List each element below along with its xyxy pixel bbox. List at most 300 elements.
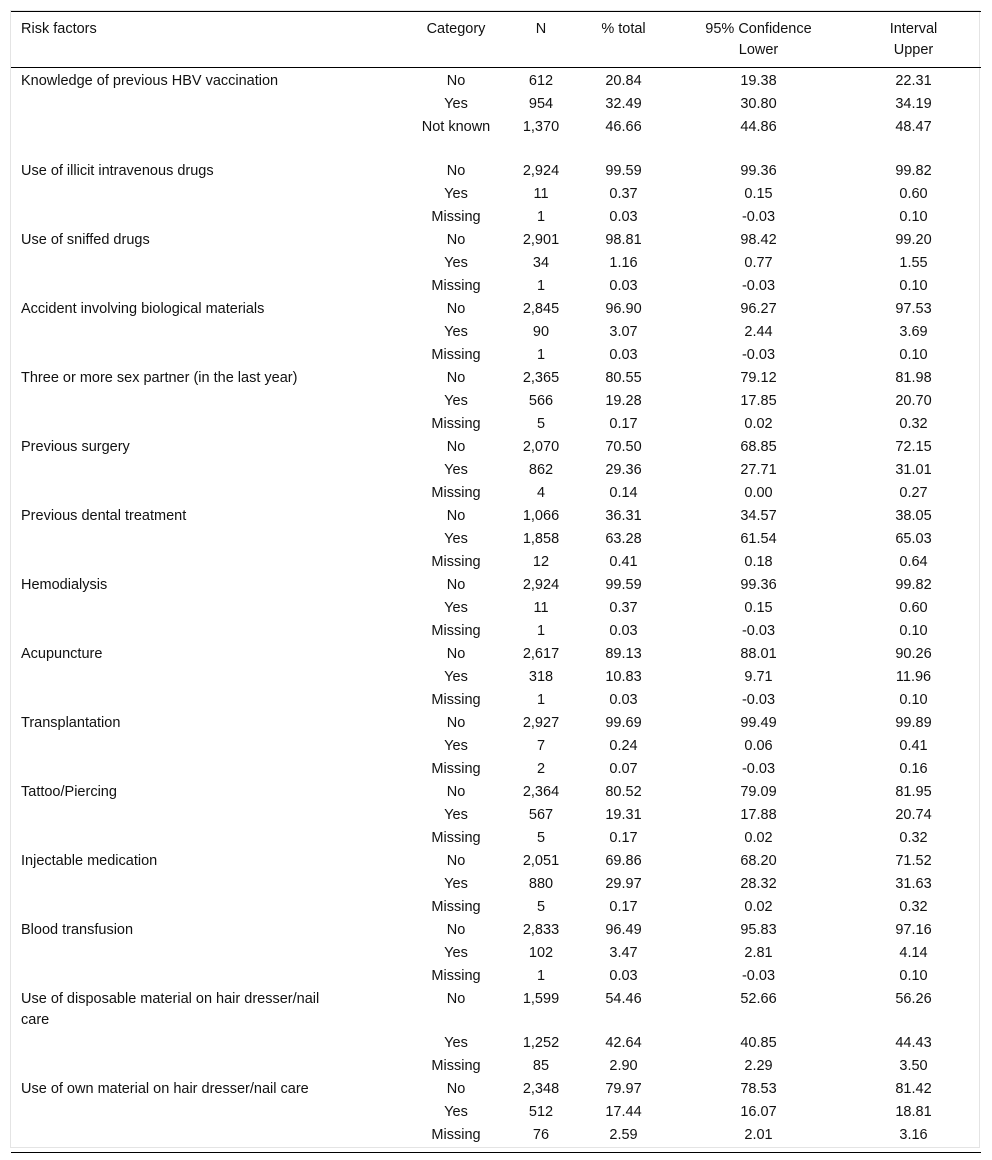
table-row [11,253,981,276]
n-cell: 2,364 [522,784,560,800]
table-row [11,943,981,966]
table-row [11,161,981,184]
risk-factor-cell: Previous surgery [21,439,130,455]
pct-total-cell: 99.59 [605,163,642,179]
risk-factor-cell [11,207,406,230]
risk-factor-cell [11,253,406,276]
pct-total-cell: 99.69 [605,715,642,731]
category-cell: Yes [444,876,468,892]
ci-upper-cell: 0.32 [899,830,928,846]
category-cell: Missing [431,623,481,639]
table-row [11,920,981,943]
category-cell: Missing [431,554,481,570]
category-cell: Missing [431,692,481,708]
n-cell: 954 [528,96,554,112]
n-cell: 2,833 [522,922,560,938]
n-cell: 1 [536,209,546,225]
ci-upper-cell: 0.32 [899,416,928,432]
risk-factor-cell [11,552,406,575]
table-row [11,690,981,713]
ci-upper-cell: 56.26 [895,991,932,1007]
risk-factor-cell [11,736,406,759]
table-row [11,414,981,437]
n-cell: 2,927 [522,715,560,731]
n-cell: 76 [532,1127,550,1143]
ci-upper-cell: 0.16 [899,761,928,777]
category-cell: Missing [431,830,481,846]
ci-upper-cell: 31.63 [895,876,932,892]
risk-factor-cell [11,621,406,644]
header-ci-lower [671,12,846,68]
category-cell: Yes [444,945,468,961]
ci-lower-cell: 99.36 [740,163,777,179]
category-cell: No [446,577,466,593]
risk-factor-cell [11,117,406,161]
pct-total-cell: 1.16 [609,255,638,271]
n-cell: 1,370 [522,119,560,135]
n-cell: 2,845 [522,301,560,317]
ci-upper-cell: 90.26 [895,646,932,662]
table-row [11,368,981,391]
ci-upper-cell: 3.50 [899,1058,928,1074]
ci-lower-cell: 34.57 [740,508,777,524]
ci-upper-cell: 3.16 [899,1127,928,1143]
n-cell: 5 [536,899,546,915]
pct-total-cell: 32.49 [605,96,642,112]
risk-factor-cell: Use of own material on hair dresser/nail care [21,1081,309,1097]
pct-total-cell: 0.03 [609,347,638,363]
pct-total-cell: 70.50 [605,439,642,455]
n-cell: 566 [528,393,554,409]
table-row [11,621,981,644]
n-cell: 2,617 [522,646,560,662]
risk-factor-cell: Injectable medication [21,853,158,869]
category-cell: No [446,853,466,869]
n-cell: 102 [528,945,554,961]
category-cell: No [446,163,466,179]
table-frame [10,10,980,1148]
table-row [11,184,981,207]
pct-total-cell: 80.55 [605,370,642,386]
ci-lower-cell: 30.80 [740,96,777,112]
risk-factor-cell [11,943,406,966]
ci-lower-cell: 68.20 [740,853,777,869]
ci-upper-cell: 44.43 [895,1035,932,1051]
ci-upper-cell: 0.32 [899,899,928,915]
ci-lower-cell: 16.07 [740,1104,777,1120]
ci-upper-cell: 65.03 [895,531,932,547]
ci-upper-cell: 1.55 [899,255,928,271]
n-cell: 11 [533,600,549,616]
ci-upper-cell: 4.14 [899,945,928,961]
table-row [11,552,981,575]
ci-lower-cell: 19.38 [740,73,777,89]
category-cell: Missing [431,968,481,984]
ci-lower-cell: 52.66 [740,991,777,1007]
pct-total-cell: 0.03 [609,968,638,984]
table-header [11,12,981,68]
pct-total-cell: 0.17 [609,416,638,432]
ci-lower-cell: 96.27 [740,301,777,317]
risk-factor-cell [11,1056,406,1079]
n-cell: 1 [536,968,546,984]
table-row [11,1033,981,1056]
ci-lower-cell: 40.85 [740,1035,777,1051]
n-cell: 567 [528,807,554,823]
n-cell: 318 [528,669,554,685]
n-cell: 612 [528,73,554,89]
ci-lower-cell: 2.29 [744,1058,773,1074]
table-row [11,828,981,851]
category-cell: Yes [444,1035,468,1051]
category-cell: Missing [431,761,481,777]
ci-lower-cell: 99.49 [740,715,777,731]
table-row [11,575,981,598]
category-cell: Yes [444,324,468,340]
ci-lower-cell: 0.00 [744,485,773,501]
category-cell: No [446,646,466,662]
category-cell: No [446,922,466,938]
ci-upper-cell: 72.15 [895,439,932,455]
risk-factor-cell [11,759,406,782]
risk-factor-cell [11,276,406,299]
n-cell: 5 [536,416,546,432]
table-row [11,437,981,460]
ci-lower-cell: 68.85 [740,439,777,455]
ci-upper-cell: 99.82 [895,163,932,179]
header-ci-upper-line2: Upper [893,42,934,58]
table-body [11,68,981,1153]
ci-upper-cell: 0.10 [899,278,928,294]
n-cell: 34 [532,255,550,271]
ci-upper-cell: 81.42 [895,1081,932,1097]
ci-lower-cell: -0.03 [741,278,776,294]
risk-factor-cell [11,897,406,920]
category-cell: Missing [431,1058,481,1074]
ci-lower-cell: 0.06 [744,738,773,754]
category-cell: Yes [444,255,468,271]
risk-factor-cell [11,690,406,713]
category-cell: Not known [421,119,491,135]
table-row [11,68,981,95]
category-cell: Missing [431,347,481,363]
n-cell: 1 [536,347,546,363]
ci-lower-cell: 95.83 [740,922,777,938]
risk-factor-cell [11,322,406,345]
category-cell: Missing [431,899,481,915]
pct-total-cell: 0.24 [609,738,638,754]
pct-total-cell: 0.37 [609,186,638,202]
table-row [11,322,981,345]
table-row [11,276,981,299]
risk-factors-table [11,11,981,1153]
risk-factor-cell [11,805,406,828]
table-row [11,207,981,230]
pct-total-cell: 96.90 [605,301,642,317]
ci-lower-cell: 17.88 [740,807,777,823]
pct-total-cell: 2.59 [609,1127,638,1143]
header-ci-upper [846,12,981,68]
category-cell: Yes [444,669,468,685]
ci-upper-cell: 0.10 [899,347,928,363]
pct-total-cell: 3.07 [609,324,638,340]
risk-factor-cell [11,184,406,207]
risk-factor-cell: Blood transfusion [21,922,134,938]
ci-upper-cell: 97.16 [895,922,932,938]
n-cell: 7 [536,738,546,754]
risk-factor-cell: Transplantation [21,715,121,731]
category-cell: Yes [444,600,468,616]
risk-factor-cell: Use of illicit intravenous drugs [21,163,214,179]
table-row [11,117,981,161]
ci-lower-cell: 78.53 [740,1081,777,1097]
n-cell: 1 [536,278,546,294]
header-pct-total: % total [601,21,646,37]
n-cell: 2,924 [522,577,560,593]
pct-total-cell: 0.03 [609,623,638,639]
header-ci-upper-line1: Interval [889,21,938,37]
risk-factor-cell [11,966,406,989]
risk-factor-cell: Accident involving biological materials [21,301,265,317]
n-cell: 1,599 [522,991,560,1007]
category-cell: No [446,73,466,89]
ci-lower-cell: 0.77 [744,255,773,271]
pct-total-cell: 54.46 [605,991,642,1007]
risk-factor-cell: Acupuncture [21,646,103,662]
ci-upper-cell: 48.47 [895,119,932,135]
pct-total-cell: 29.97 [605,876,642,892]
table-row [11,851,981,874]
ci-lower-cell: -0.03 [741,761,776,777]
ci-upper-cell: 81.98 [895,370,932,386]
table-row [11,460,981,483]
pct-total-cell: 0.37 [609,600,638,616]
ci-lower-cell: 2.44 [744,324,773,340]
ci-upper-cell: 71.52 [895,853,932,869]
ci-upper-cell: 0.60 [899,186,928,202]
risk-factor-cell: Use of sniffed drugs [21,232,150,248]
ci-lower-cell: 0.02 [744,899,773,915]
risk-factor-cell [11,667,406,690]
pct-total-cell: 63.28 [605,531,642,547]
risk-factor-cell [11,94,406,117]
risk-factor-cell [11,1033,406,1056]
ci-upper-cell: 0.64 [899,554,928,570]
ci-lower-cell: 61.54 [740,531,777,547]
risk-factor-cell [11,1125,406,1153]
category-cell: Missing [431,1127,481,1143]
ci-lower-cell: 0.02 [744,830,773,846]
category-cell: Yes [444,462,468,478]
category-cell: Missing [431,416,481,432]
n-cell: 2,348 [522,1081,560,1097]
pct-total-cell: 0.41 [609,554,638,570]
n-cell: 1,066 [522,508,560,524]
ci-upper-cell: 3.69 [899,324,928,340]
ci-upper-cell: 31.01 [895,462,932,478]
ci-upper-cell: 11.96 [895,669,932,685]
table-row [11,230,981,253]
table-row [11,805,981,828]
pct-total-cell: 0.14 [609,485,638,501]
table-row [11,966,981,989]
n-cell: 512 [528,1104,554,1120]
ci-upper-cell: 38.05 [895,508,932,524]
pct-total-cell: 0.17 [609,830,638,846]
pct-total-cell: 2.90 [609,1058,638,1074]
ci-lower-cell: 9.71 [744,669,773,685]
n-cell: 11 [533,186,549,202]
category-cell: Yes [444,738,468,754]
pct-total-cell: 3.47 [609,945,638,961]
table-row [11,598,981,621]
risk-factor-cell: Hemodialysis [21,577,108,593]
n-cell: 4 [536,485,546,501]
header-row [11,12,981,68]
n-cell: 1 [536,623,546,639]
table-row [11,299,981,322]
pct-total-cell: 96.49 [605,922,642,938]
ci-upper-cell: 99.82 [895,577,932,593]
pct-total-cell: 19.28 [605,393,642,409]
pct-total-cell: 0.03 [609,692,638,708]
pct-total-cell: 20.84 [605,73,642,89]
ci-lower-cell: 2.01 [744,1127,773,1143]
ci-upper-cell: 20.74 [895,807,932,823]
ci-upper-cell: 0.10 [899,209,928,225]
ci-lower-cell: -0.03 [741,692,776,708]
pct-total-cell: 19.31 [605,807,642,823]
ci-lower-cell: 2.81 [744,945,773,961]
n-cell: 862 [528,462,554,478]
header-n: N [535,21,547,37]
ci-lower-cell: -0.03 [741,968,776,984]
ci-upper-cell: 20.70 [895,393,932,409]
ci-upper-cell: 0.41 [899,738,928,754]
ci-upper-cell: 99.20 [895,232,932,248]
ci-lower-cell: -0.03 [741,623,776,639]
n-cell: 1 [536,692,546,708]
category-cell: No [446,508,466,524]
ci-upper-cell: 34.19 [895,96,932,112]
category-cell: No [446,715,466,731]
table-row [11,897,981,920]
table-row [11,713,981,736]
n-cell: 2,051 [522,853,560,869]
pct-total-cell: 36.31 [605,508,642,524]
table-row [11,759,981,782]
category-cell: Yes [444,393,468,409]
table-row [11,529,981,552]
category-cell: No [446,439,466,455]
ci-upper-cell: 97.53 [895,301,932,317]
ci-upper-cell: 81.95 [895,784,932,800]
ci-lower-cell: 79.09 [740,784,777,800]
risk-factor-cell: Tattoo/Piercing [21,784,117,800]
risk-factor-cell: Knowledge of previous HBV vaccination [21,73,279,89]
n-cell: 90 [532,324,550,340]
category-cell: No [446,991,466,1007]
ci-lower-cell: -0.03 [741,209,776,225]
ci-lower-cell: 28.32 [740,876,777,892]
ci-upper-cell: 0.10 [899,692,928,708]
table-row [11,667,981,690]
table-row [11,94,981,117]
header-category: Category [426,21,486,37]
category-cell: Yes [444,1104,468,1120]
risk-factor-cell [11,414,406,437]
pct-total-cell: 46.66 [605,119,642,135]
category-cell: Yes [444,531,468,547]
category-cell: Missing [431,485,481,501]
table-row [11,1056,981,1079]
table-row [11,1079,981,1102]
ci-upper-cell: 0.10 [899,623,928,639]
risk-factor-cell [11,1102,406,1125]
n-cell: 880 [528,876,554,892]
risk-factor-cell [11,874,406,897]
category-cell: No [446,1081,466,1097]
risk-factor-cell: Previous dental treatment [21,508,187,524]
risk-factor-cell [11,828,406,851]
pct-total-cell: 10.83 [605,669,642,685]
table-row [11,782,981,805]
pct-total-cell: 79.97 [605,1081,642,1097]
pct-total-cell: 0.03 [609,209,638,225]
n-cell: 2 [536,761,546,777]
category-cell: Yes [444,96,468,112]
pct-total-cell: 98.81 [605,232,642,248]
n-cell: 2,365 [522,370,560,386]
table-row [11,391,981,414]
pct-total-cell: 99.59 [605,577,642,593]
n-cell: 85 [532,1058,550,1074]
category-cell: Missing [431,209,481,225]
n-cell: 5 [536,830,546,846]
table-row [11,644,981,667]
ci-upper-cell: 99.89 [895,715,932,731]
n-cell: 1,252 [522,1035,560,1051]
pct-total-cell: 89.13 [605,646,642,662]
category-cell: Yes [444,807,468,823]
pct-total-cell: 42.64 [605,1035,642,1051]
risk-factor-cell [11,483,406,506]
table-row [11,345,981,368]
pct-total-cell: 69.86 [605,853,642,869]
pct-total-cell: 0.03 [609,278,638,294]
n-cell: 2,070 [522,439,560,455]
risk-factor-cell: Use of disposable material on hair dresser/nail care [21,991,320,1028]
n-cell: 12 [532,554,550,570]
risk-factor-cell [11,345,406,368]
ci-lower-cell: 98.42 [740,232,777,248]
pct-total-cell: 0.17 [609,899,638,915]
risk-factor-cell [11,529,406,552]
ci-lower-cell: 0.02 [744,416,773,432]
ci-upper-cell: 22.31 [895,73,932,89]
ci-upper-cell: 0.10 [899,968,928,984]
ci-lower-cell: 44.86 [740,119,777,135]
ci-upper-cell: 0.60 [899,600,928,616]
risk-factor-cell [11,598,406,621]
pct-total-cell: 29.36 [605,462,642,478]
ci-upper-cell: 0.27 [899,485,928,501]
ci-lower-cell: 0.15 [744,186,773,202]
n-cell: 1,858 [522,531,560,547]
ci-lower-cell: 79.12 [740,370,777,386]
category-cell: No [446,232,466,248]
table-row [11,736,981,759]
